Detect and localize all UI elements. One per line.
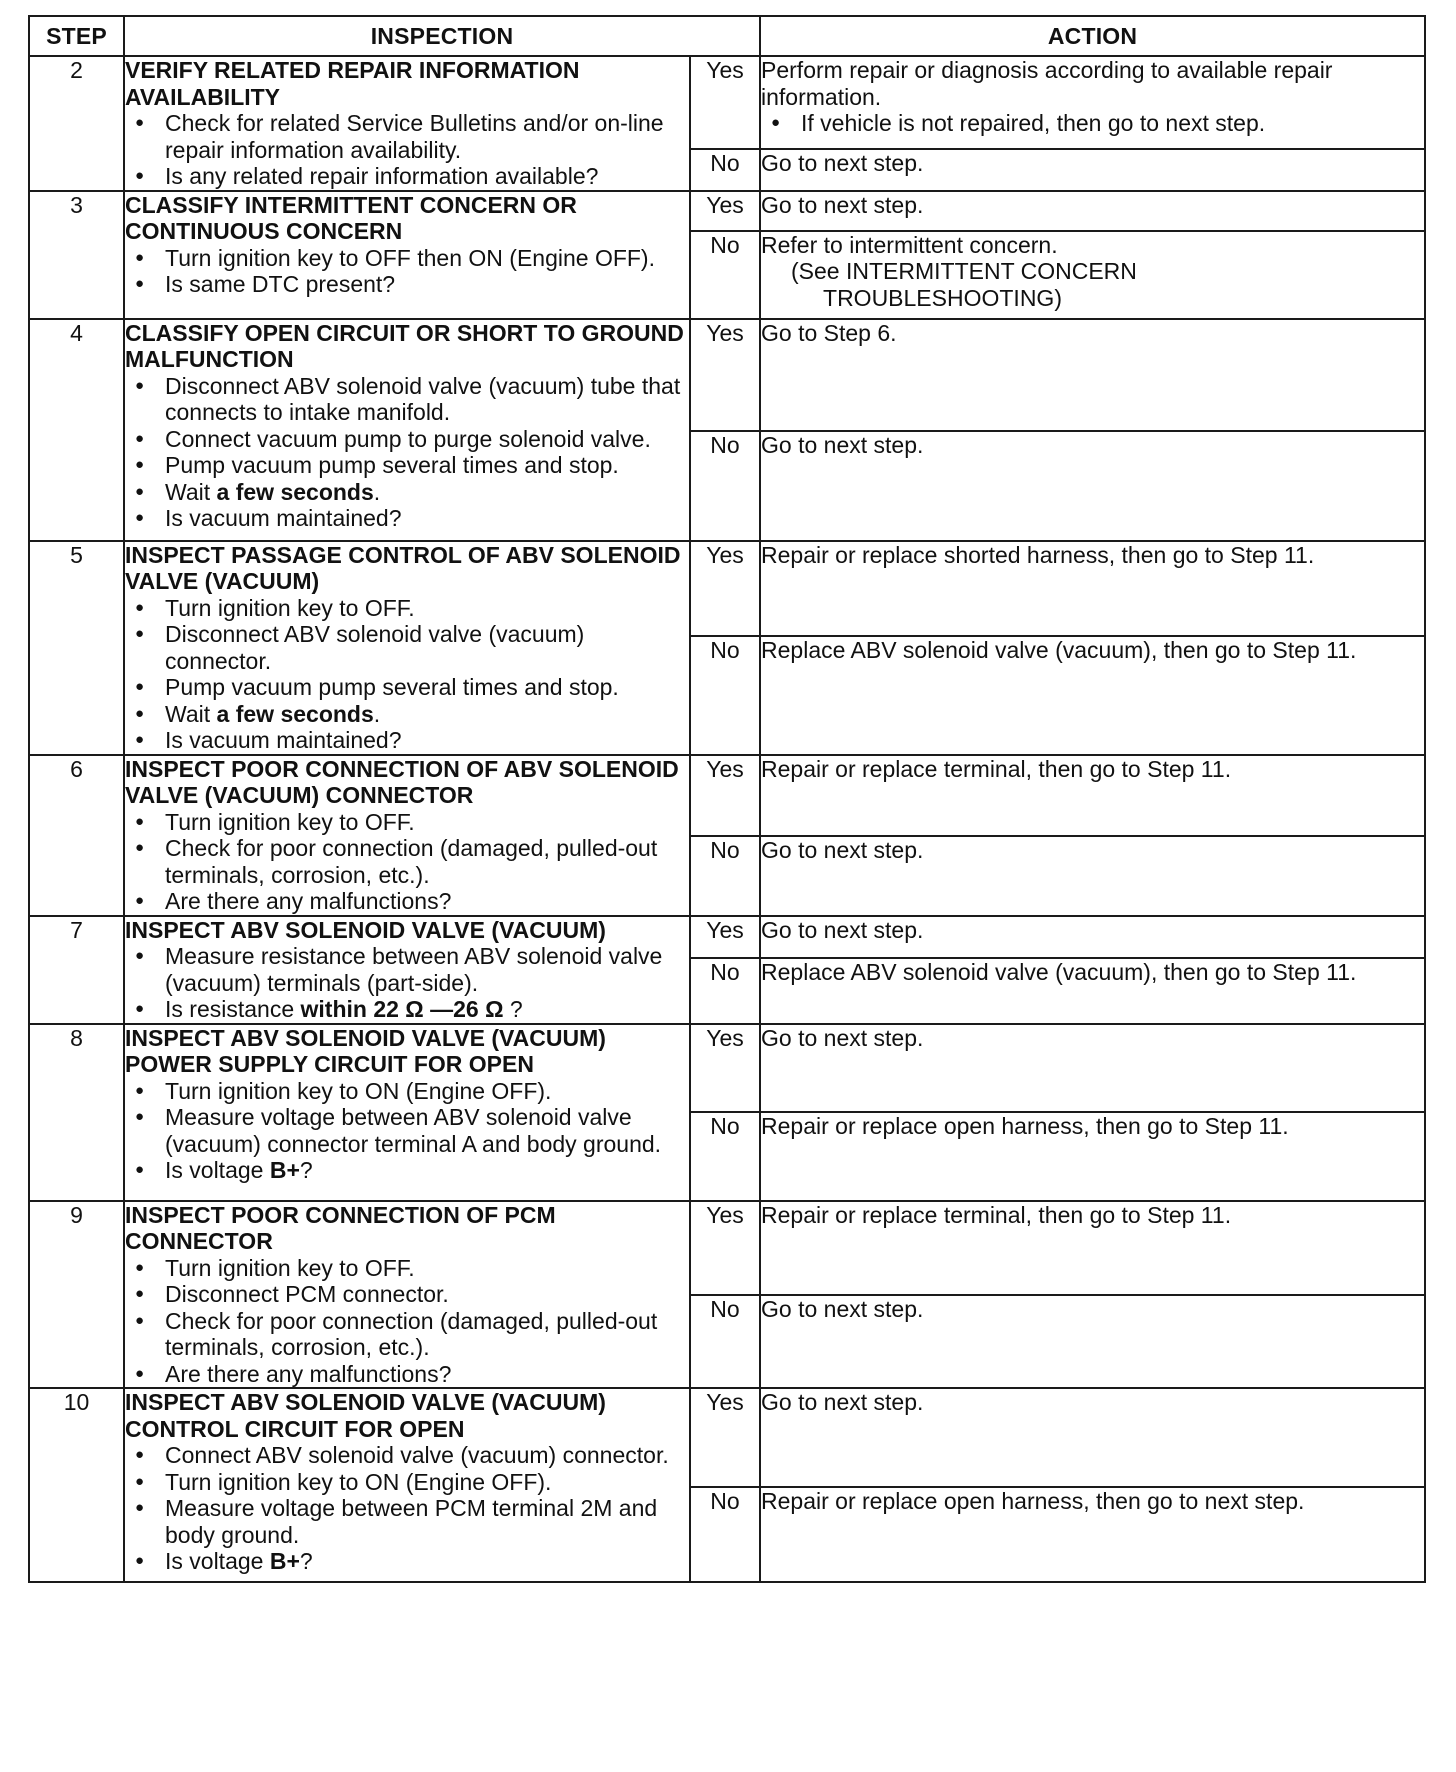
inspection-title: INSPECT PASSAGE CONTROL OF ABV SOLENOID VALVE (VACUUM): [125, 541, 681, 594]
header-inspection: INSPECTION: [124, 16, 760, 56]
action-if-no: [760, 636, 1425, 754]
action-text: Go to next step.: [761, 150, 924, 177]
inspection-check-item: ● Is any related repair information available?: [125, 163, 689, 190]
action-if-yes: [760, 1201, 1425, 1295]
step-number: 5: [29, 541, 124, 755]
inspection-cell: [124, 1024, 690, 1201]
action-text: Refer to intermittent concern.: [761, 231, 1058, 258]
action-text: Go to next step.: [761, 1295, 924, 1322]
action-text: Repair or replace terminal, then go to Step 11.: [761, 755, 1232, 782]
step-number: 8: [29, 1024, 124, 1201]
inspection-title: INSPECT POOR CONNECTION OF PCM CONNECTOR: [125, 1201, 556, 1254]
action-text: Repair or replace terminal, then go to Step 11.: [761, 1201, 1232, 1228]
action-text: Go to next step.: [761, 1024, 924, 1051]
step-number: 10: [29, 1388, 124, 1582]
inspection-check-item: ● Is vacuum maintained?: [125, 727, 689, 754]
action-text: Repair or replace open harness, then go to next step.: [761, 1488, 1305, 1514]
action-if-yes: [760, 319, 1425, 431]
action-text: Go to next step.: [761, 1389, 924, 1415]
action-if-yes: [760, 541, 1425, 637]
step-number: 3: [29, 191, 124, 319]
inspection-check-item: ● Measure voltage between PCM terminal 2M and body ground.: [125, 1495, 689, 1548]
inspection-check-item: ● Connect ABV solenoid valve (vacuum) connector.: [125, 1442, 689, 1469]
inspection-checklist: [125, 809, 689, 915]
table-row: [29, 541, 1425, 637]
action-if-no: [760, 149, 1425, 190]
inspection-check-item: ● Turn ignition key to ON (Engine OFF).: [125, 1469, 689, 1496]
action-if-yes: [760, 56, 1425, 149]
action-text: Perform repair or diagnosis according to available repair information.: [761, 57, 1333, 110]
table-row: [29, 191, 1425, 231]
inspection-check-item: ● Check for poor connection (damaged, pulled-out terminals, corrosion, etc.).: [125, 835, 689, 888]
action-text: Go to next step.: [761, 191, 924, 218]
action-if-yes: [760, 755, 1425, 837]
result-no-label: No: [690, 836, 760, 915]
inspection-check-item: ● Turn ignition key to OFF.: [125, 595, 689, 622]
inspection-check-item: ● Measure resistance between ABV solenoid valve (vacuum) terminals (part-side).: [125, 943, 689, 996]
table-row: [29, 1388, 1425, 1487]
inspection-check-item: ● Connect vacuum pump to purge solenoid valve.: [125, 426, 689, 453]
inspection-check-item: ● Wait a few seconds.: [125, 701, 689, 728]
inspection-cell: [124, 916, 690, 1024]
header-action: ACTION: [760, 16, 1425, 56]
inspection-title: INSPECT ABV SOLENOID VALVE (VACUUM) POWER SUPPLY CIRCUIT FOR OPEN: [125, 1024, 606, 1077]
step-number: 9: [29, 1201, 124, 1389]
result-yes-label: Yes: [690, 541, 760, 637]
inspection-cell: [124, 541, 690, 755]
action-if-no: [760, 231, 1425, 319]
inspection-check-item: ● Are there any malfunctions?: [125, 888, 689, 915]
result-no-label: No: [690, 149, 760, 190]
action-if-yes: [760, 191, 1425, 231]
action-bullet: ● If vehicle is not repaired, then go to next step.: [761, 110, 1424, 137]
action-reference: (See INTERMITTENT CONCERN: [791, 258, 1137, 284]
inspection-check-item: ● Is voltage B+?: [125, 1157, 689, 1184]
action-if-no: [760, 1487, 1425, 1582]
result-no-label: No: [690, 431, 760, 541]
result-yes-label: Yes: [690, 755, 760, 837]
action-if-no: [760, 958, 1425, 1024]
step-number: 4: [29, 319, 124, 541]
step-number: 7: [29, 916, 124, 1024]
inspection-cell: [124, 755, 690, 916]
inspection-title: CLASSIFY INTERMITTENT CONCERN OR CONTINUOUS CONCERN: [125, 191, 577, 244]
inspection-checklist: [125, 595, 689, 754]
action-text: Go to next step.: [761, 431, 924, 458]
action-text: Repair or replace open harness, then go to Step 11.: [761, 1112, 1289, 1139]
action-if-no: [760, 1295, 1425, 1388]
inspection-check-item: ● Measure voltage between ABV solenoid valve (vacuum) connector terminal A and body ground.: [125, 1104, 689, 1157]
action-text: Replace ABV solenoid valve (vacuum), then go to Step 11.: [761, 958, 1357, 985]
table-row: [29, 56, 1425, 149]
table-header-row: [29, 16, 1425, 56]
step-number: 6: [29, 755, 124, 916]
inspection-checklist: [125, 1255, 689, 1388]
diagnostic-procedure-sheet: [28, 15, 1424, 1583]
inspection-checklist: [125, 943, 689, 1023]
inspection-title: INSPECT ABV SOLENOID VALVE (VACUUM) CONTROL CIRCUIT FOR OPEN: [125, 1389, 606, 1442]
result-no-label: No: [690, 958, 760, 1024]
result-yes-label: Yes: [690, 916, 760, 958]
inspection-title: INSPECT ABV SOLENOID VALVE (VACUUM): [125, 916, 606, 943]
step-number: 2: [29, 56, 124, 191]
inspection-check-item: ● Are there any malfunctions?: [125, 1361, 689, 1388]
table-row: [29, 1024, 1425, 1112]
inspection-cell: [124, 1201, 690, 1389]
inspection-check-item: ● Is same DTC present?: [125, 271, 689, 298]
inspection-check-item: ● Check for poor connection (damaged, pulled-out terminals, corrosion, etc.).: [125, 1308, 689, 1361]
inspection-check-item: ● Disconnect PCM connector.: [125, 1281, 689, 1308]
inspection-check-item: ● Is voltage B+?: [125, 1548, 689, 1575]
action-text: Go to next step.: [761, 916, 924, 943]
action-text: Replace ABV solenoid valve (vacuum), then go to Step 11.: [761, 637, 1357, 664]
result-no-label: No: [690, 1487, 760, 1582]
inspection-check-item: ● Pump vacuum pump several times and stop.: [125, 452, 689, 479]
action-if-yes: [760, 1024, 1425, 1112]
inspection-title: INSPECT POOR CONNECTION OF ABV SOLENOID VALVE (VACUUM) CONNECTOR: [125, 755, 679, 808]
result-yes-label: Yes: [690, 1024, 760, 1112]
inspection-checklist: [125, 245, 689, 298]
result-no-label: No: [690, 231, 760, 319]
inspection-cell: [124, 319, 690, 541]
result-yes-label: Yes: [690, 56, 760, 149]
inspection-title: VERIFY RELATED REPAIR INFORMATION AVAILABILITY: [125, 57, 580, 110]
table-row: [29, 916, 1425, 958]
inspection-check-item: ● Disconnect ABV solenoid valve (vacuum) connector.: [125, 621, 689, 674]
action-if-yes: [760, 1388, 1425, 1487]
result-no-label: No: [690, 1112, 760, 1201]
inspection-check-item: ● Wait a few seconds.: [125, 479, 689, 506]
action-if-no: [760, 836, 1425, 915]
result-yes-label: Yes: [690, 1201, 760, 1295]
action-text: Repair or replace shorted harness, then go to Step 11.: [761, 541, 1315, 568]
inspection-checklist: [125, 1078, 689, 1184]
inspection-cell: [124, 1388, 690, 1582]
inspection-check-item: ● Turn ignition key to OFF then ON (Engine OFF).: [125, 245, 689, 272]
inspection-cell: [124, 56, 690, 191]
inspection-check-item: ● Disconnect ABV solenoid valve (vacuum) tube that connects to intake manifold.: [125, 373, 689, 426]
action-if-no: [760, 431, 1425, 541]
inspection-checklist: [125, 110, 689, 190]
action-if-yes: [760, 916, 1425, 958]
result-no-label: No: [690, 1295, 760, 1388]
inspection-check-item: ● Is vacuum maintained?: [125, 505, 689, 532]
inspection-check-item: ● Pump vacuum pump several times and stop.: [125, 674, 689, 701]
inspection-check-item: ● Turn ignition key to ON (Engine OFF).: [125, 1078, 689, 1105]
inspection-check-item: ● Turn ignition key to OFF.: [125, 809, 689, 836]
action-text: Go to Step 6.: [761, 319, 897, 346]
table-body: [29, 56, 1425, 1582]
result-yes-label: Yes: [690, 1388, 760, 1487]
table-row: [29, 319, 1425, 431]
action-text: Go to next step.: [761, 837, 924, 864]
inspection-check-item: ● Is resistance within 22 Ω —26 Ω ?: [125, 996, 689, 1023]
result-no-label: No: [690, 636, 760, 754]
table-row: [29, 755, 1425, 837]
result-yes-label: Yes: [690, 191, 760, 231]
action-if-no: [760, 1112, 1425, 1201]
inspection-check-item: ● Turn ignition key to OFF.: [125, 1255, 689, 1282]
table-row: [29, 1201, 1425, 1295]
diagnostic-table: [28, 15, 1426, 1583]
inspection-checklist: [125, 1442, 689, 1575]
inspection-checklist: [125, 373, 689, 532]
action-reference: TROUBLESHOOTING): [823, 284, 1062, 311]
inspection-cell: [124, 191, 690, 319]
result-yes-label: Yes: [690, 319, 760, 431]
inspection-check-item: ● Check for related Service Bulletins and/or on-line repair information availability.: [125, 110, 689, 163]
inspection-title: CLASSIFY OPEN CIRCUIT OR SHORT TO GROUND MALFUNCTION: [125, 319, 684, 372]
header-step: STEP: [29, 16, 124, 56]
